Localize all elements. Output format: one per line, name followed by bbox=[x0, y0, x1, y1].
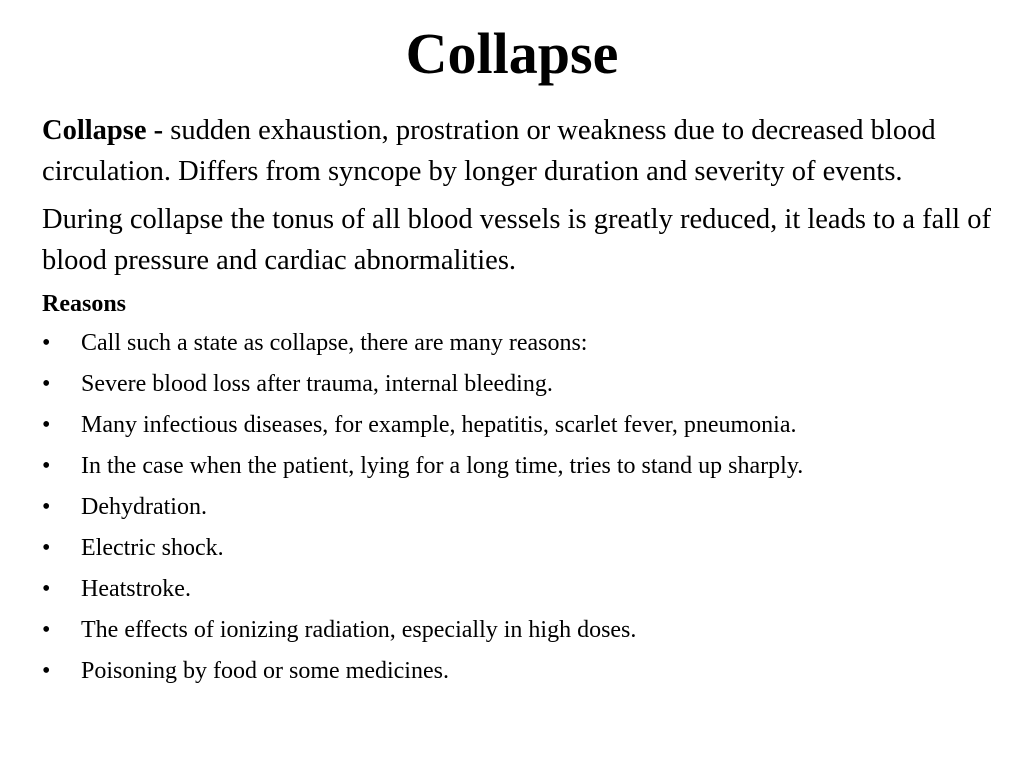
reason-text: The effects of ionizing radiation, especially in high doses. bbox=[81, 617, 637, 643]
description-paragraph: During collapse the tonus of all blood vessels is greatly reduced, it leads to a fall of blood pressure and cardiac abnormalities. bbox=[42, 204, 991, 276]
reason-item bbox=[42, 364, 992, 405]
reason-text: Poisoning by food or some medicines. bbox=[81, 658, 449, 684]
reason-item bbox=[42, 651, 992, 692]
reason-item bbox=[42, 405, 992, 446]
reason-text: Dehydration. bbox=[81, 494, 207, 520]
reason-item bbox=[42, 446, 992, 487]
slide-title: Collapse bbox=[405, 21, 619, 86]
bullet-icon: • bbox=[42, 576, 51, 602]
reason-text: Call such a state as collapse, there are many reasons: bbox=[81, 330, 588, 356]
reason-item bbox=[42, 487, 992, 528]
reason-item bbox=[42, 528, 992, 569]
reason-item bbox=[42, 610, 992, 651]
bullet-icon: • bbox=[42, 494, 51, 520]
reasons-list bbox=[42, 323, 992, 692]
bullet-icon: • bbox=[42, 412, 51, 438]
reason-item bbox=[42, 569, 992, 610]
slide-body bbox=[42, 110, 992, 692]
definition-term: Collapse - bbox=[42, 115, 164, 146]
definition-paragraph bbox=[42, 110, 992, 192]
reason-text: Electric shock. bbox=[81, 535, 224, 561]
bullet-icon: • bbox=[42, 371, 51, 397]
bullet-icon: • bbox=[42, 330, 51, 356]
reason-text: Heatstroke. bbox=[81, 576, 191, 602]
bullet-icon: • bbox=[42, 535, 51, 561]
reasons-heading: Reasons bbox=[42, 291, 127, 317]
reason-item bbox=[42, 323, 992, 364]
definition-text: sudden exhaustion, prostration or weakness due to decreased blood circulation. Differs from syncope by longer duration and severity of events. bbox=[42, 115, 936, 187]
bullet-icon: • bbox=[42, 658, 51, 684]
reason-text: In the case when the patient, lying for a long time, tries to stand up sharply. bbox=[81, 453, 804, 479]
reason-text: Severe blood loss after trauma, internal bleeding. bbox=[81, 371, 553, 397]
bullet-icon: • bbox=[42, 453, 51, 479]
reason-text: Many infectious diseases, for example, hepatitis, scarlet fever, pneumonia. bbox=[81, 412, 797, 438]
bullet-icon: • bbox=[42, 617, 51, 643]
